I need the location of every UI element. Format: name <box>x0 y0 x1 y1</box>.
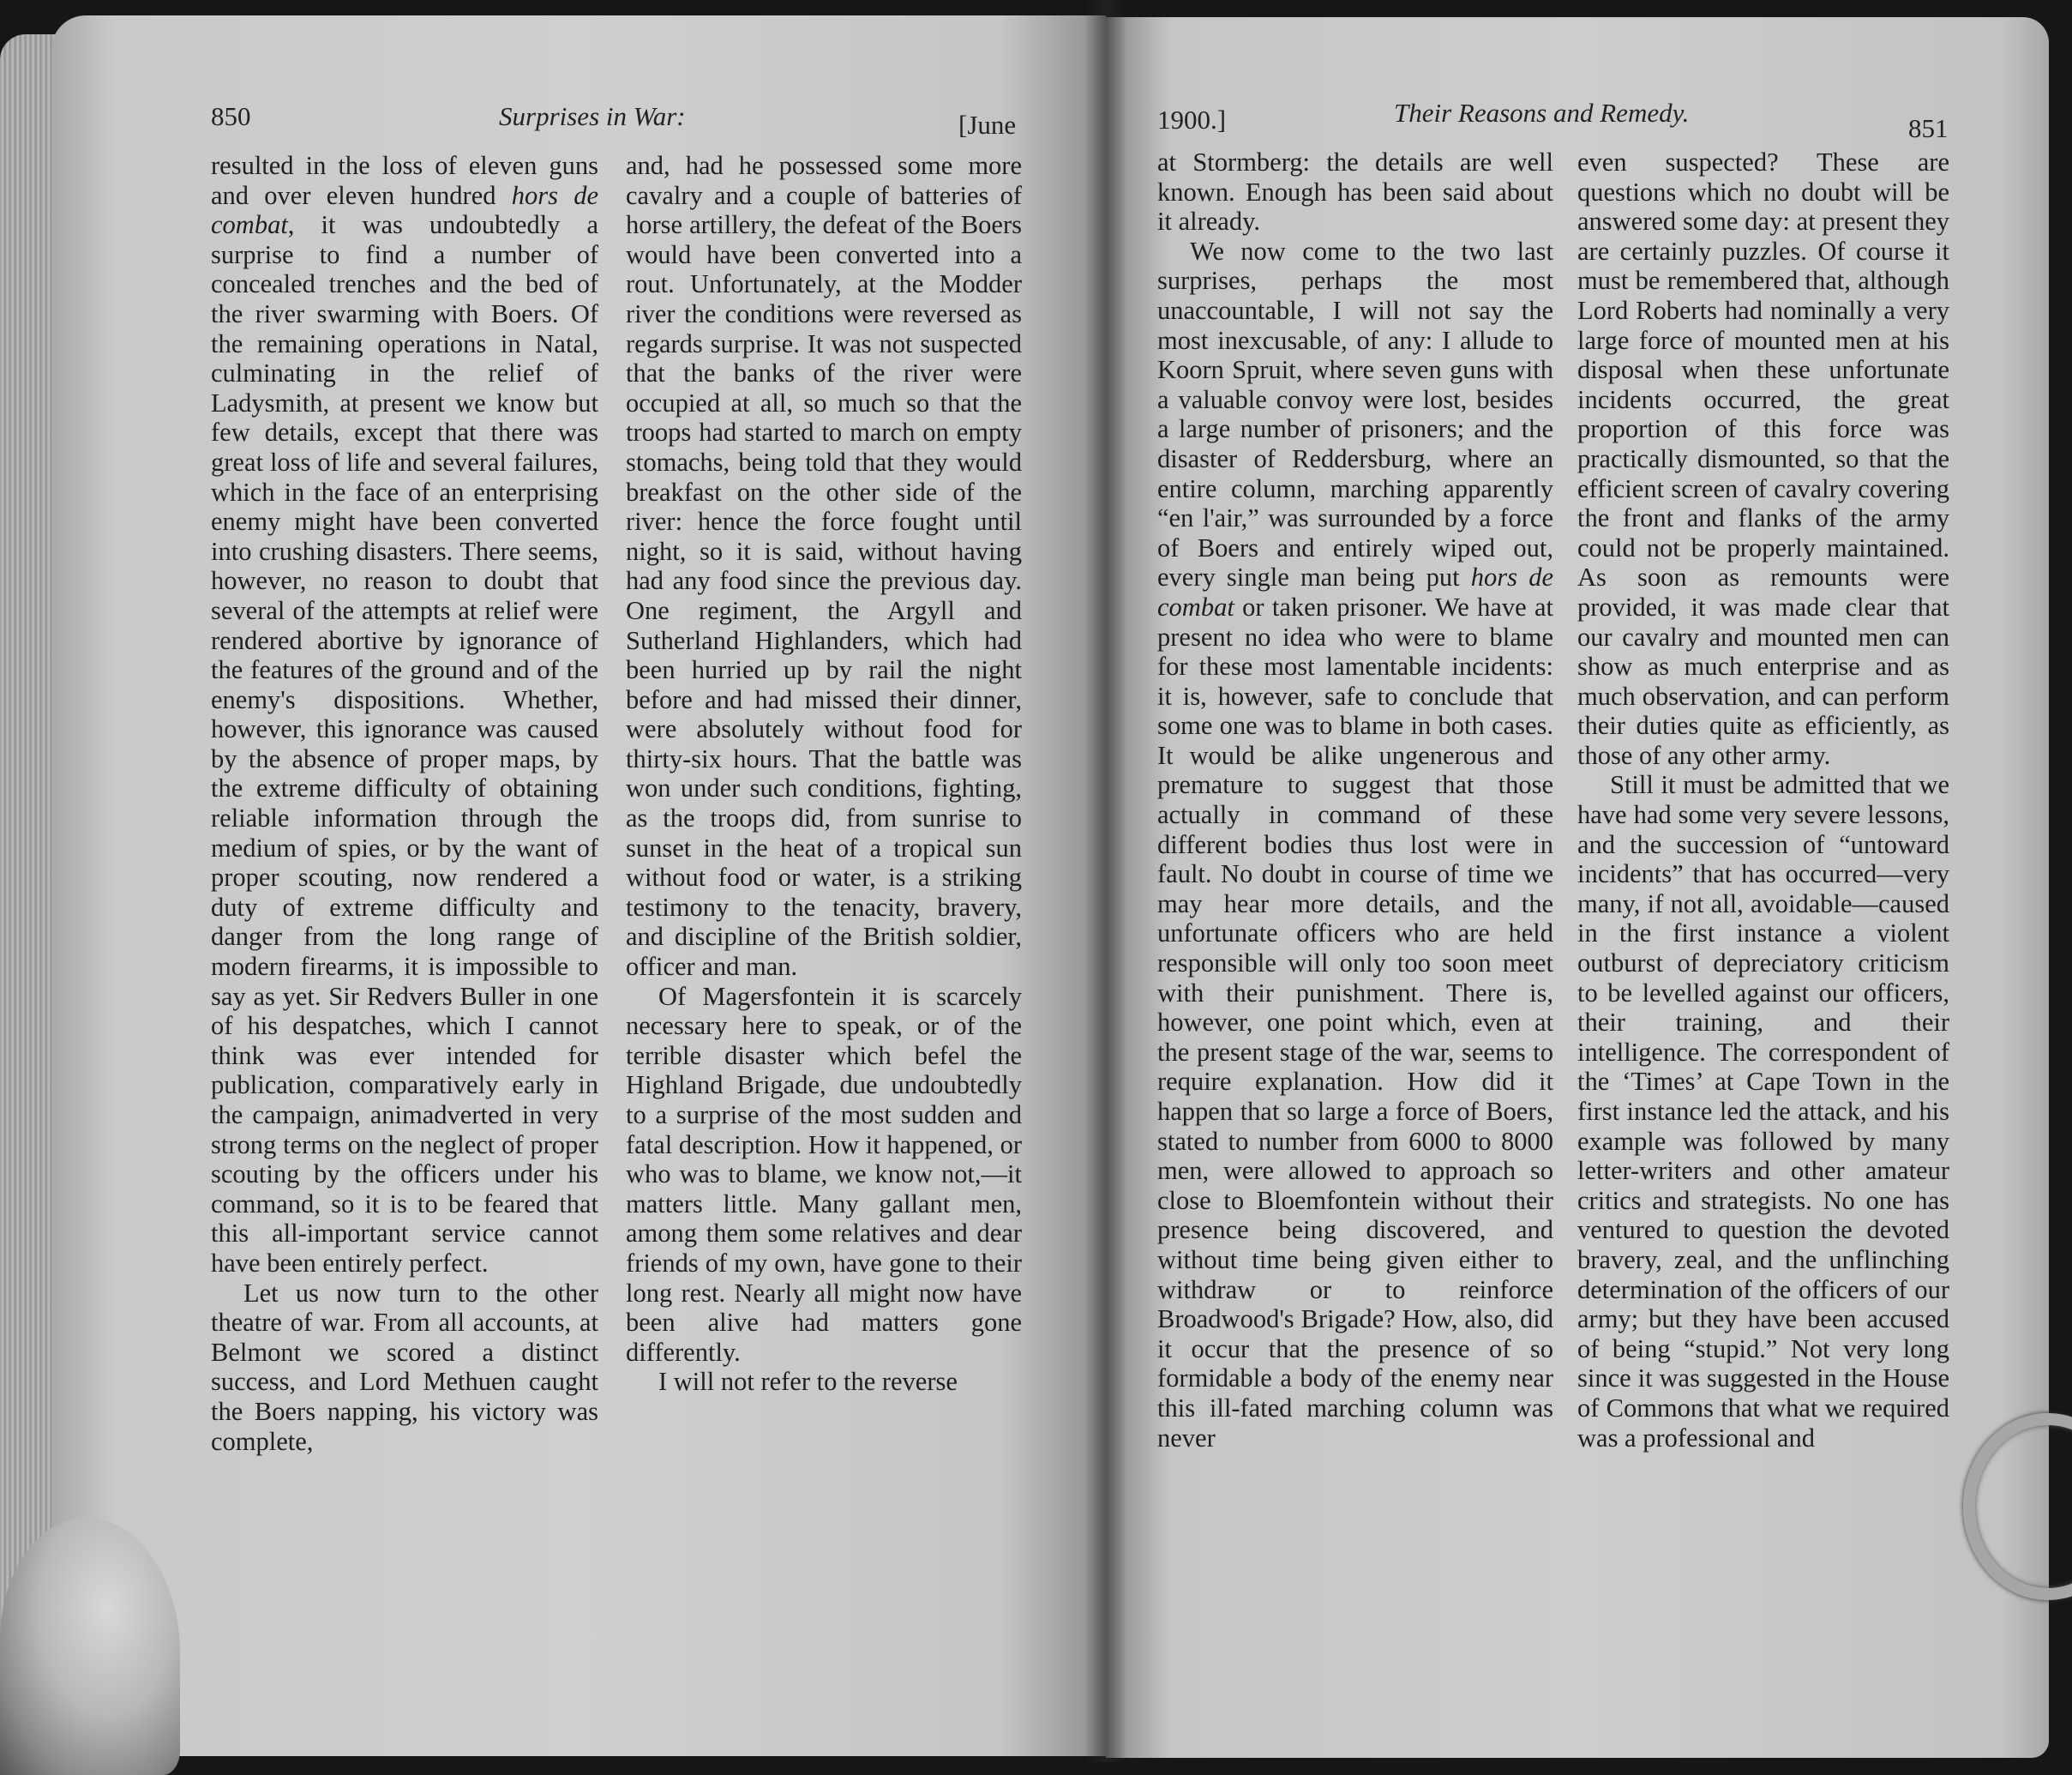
paragraph: We now come to the two last surprises, perhaps the most unaccountable, I will not say the most inexcusable, of any: I allude to Koorn Spruit, where seven guns with a valuable convoy were lost, besides a large number of prisoners; and the disaster of Reddersburg, where an entire column, marching apparently “en l'air,” was surrounded by a force of Boers and entirely wiped out, every single man being put hors de combat or taken prisoner. We have at present no idea who were to blame for these most lamentable incidents: it is, however, safe to conclude that some one was to blame in both cases. It would be alike ungenerous and premature to suggest that those actually in command of these different bodies thus lost were in fault. No doubt in course of time we may hear more details, and the unfortunate officers who are held responsible will only too soon meet with their punishment. There is, however, one point which, even at the present stage of the war, seems to require explanation. How did it happen that so large a force of Boers, stated to number from 6000 to 8000 men, were allowed to approach so close to Bloemfontein without their presence being discovered, and without time being given either to withdraw or to reinforce Broadwood's Brigade? How, also, did it occur that the presence of so formidable a body of the enemy near this ill-fated marching column was never <box>1157 236 1553 1453</box>
right-running-title: Their Reasons and Remedy. <box>1394 98 1690 128</box>
paragraph: even suspected? These are questions which no doubt will be answered some day: at present they are certainly puzzles. Of course it must be remembered that, although Lord Roberts had nominally a very large force of mounted men at his disposal when these unfortunate incidents occurred, the great proportion of this force was practically dismounted, so that the efficient screen of cavalry covering the front and flanks of the army could not be properly maintained. As soon as remounts were provided, it was made clear that our cavalry and mounted men can show as much enterprise and as much observation, and can perform their duties quite as efficiently, as those of any other army. <box>1577 147 1949 770</box>
right-column-1 <box>1157 147 1553 1453</box>
paragraph: at Stormberg: the details are well known. Enough has been said about it already. <box>1157 147 1553 237</box>
paragraph: I will not refer to the reverse <box>658 1367 958 1397</box>
left-folio: 850 <box>211 101 251 131</box>
paragraph: and, had he possessed some more cavalry and a couple of batteries of horse artillery, the defeat of the Boers would have been converted into a rout. Unfortunately, at the Modder river the conditions were reversed as regards surprise. It was not suspected that the banks of the river were occupied at all, so much so that the troops had started to march on empty stomachs, being told that they would breakfast on the other side of the river: hence the force fought until night, so it is said, without having had any food since the previous day. One regiment, the Argyll and Sutherland Highlanders, which had been hurried up by rail the night before and had missed their dinner, were absolutely without food for thirty-six hours. That the battle was won under such conditions, fighting, as the troops did, from sunrise to sunset in the heat of a tropical sun without food or water, is a striking testimony to the tenacity, bravery, and discipline of the British soldier, officer and man. <box>626 151 1022 982</box>
left-column-2 <box>626 151 1022 1397</box>
paragraph: Still it must be admitted that we have had some very severe lessons, and the succession of “untoward incidents” that has occurred—very many, if not all, avoidable—caused in the first instance a violent outburst of depreciatory criticism to be levelled against our officers, their training, and their intelligence. The correspondent of the ‘Times’ at Cape Town in the first instance led the attack, and his example was followed by many letter-writers and other amateur critics and strategists. No one has ventured to question the devoted bravery, zeal, and the unflinching determination of the officers of our army; but they have been accused of being “stupid.” Not very long since it was suggested in the House of Commons that what we required was a professional and <box>1577 770 1949 1453</box>
right-running-head <box>0 98 2072 149</box>
left-column-1 <box>211 151 598 1456</box>
paragraph: resulted in the loss of eleven guns and over eleven hundred hors de combat, it was undoubtedly a surprise to find a number of concealed trenches and the bed of the river swarming with Boers. Of the remaining operations in Natal, culminating in the relief of Ladysmith, at present we know but few details, except that there was great loss of life and several failures, which in the face of an enterprising enemy might have been converted into crushing disasters. There seems, however, no reason to doubt that several of the attempts at relief were rendered abortive by ignorance of the features of the ground and of the enemy's dispositions. Whether, however, this ignorance was caused by the absence of proper maps, by the extreme difficulty of obtaining reliable information through the medium of spies, or by the want of proper scouting, now rendered a duty of extreme difficulty and danger from the long range of modern firearms, it is impossible to say as yet. Sir Redvers Buller in one of his despatches, which I cannot think was ever intended for publication, comparatively early in the campaign, animadverted in very strong terms on the neglect of proper scouting by the officers under his command, so it is to be feared that this all-important service cannot have been entirely perfect. <box>211 151 599 1278</box>
right-folio: 851 <box>1908 113 1949 143</box>
paragraph: Of Magersfontein it is scarcely necessary here to speak, or of the terrible disaster which befel the Highland Brigade, due undoubtedly to a surprise of the most sudden and fatal description. How it happened, or who was to blame, we know not,—it matters little. Many gallant men, among them some relatives and dear friends of my own, have gone to their long rest. Nearly all might now have been alive had matters gone differently. <box>626 981 1022 1367</box>
left-date-mark: [June <box>958 110 1017 140</box>
left-running-title: Surprises in War: <box>499 101 686 131</box>
right-column-2 <box>1577 147 1949 1453</box>
paragraph: Let us now turn to the other theatre of war. From all accounts, at Belmont we scored a distinct success, and Lord Methuen caught the Boers napping, his victory was complete, <box>211 1278 598 1456</box>
right-date-mark: 1900.] <box>1157 105 1227 135</box>
